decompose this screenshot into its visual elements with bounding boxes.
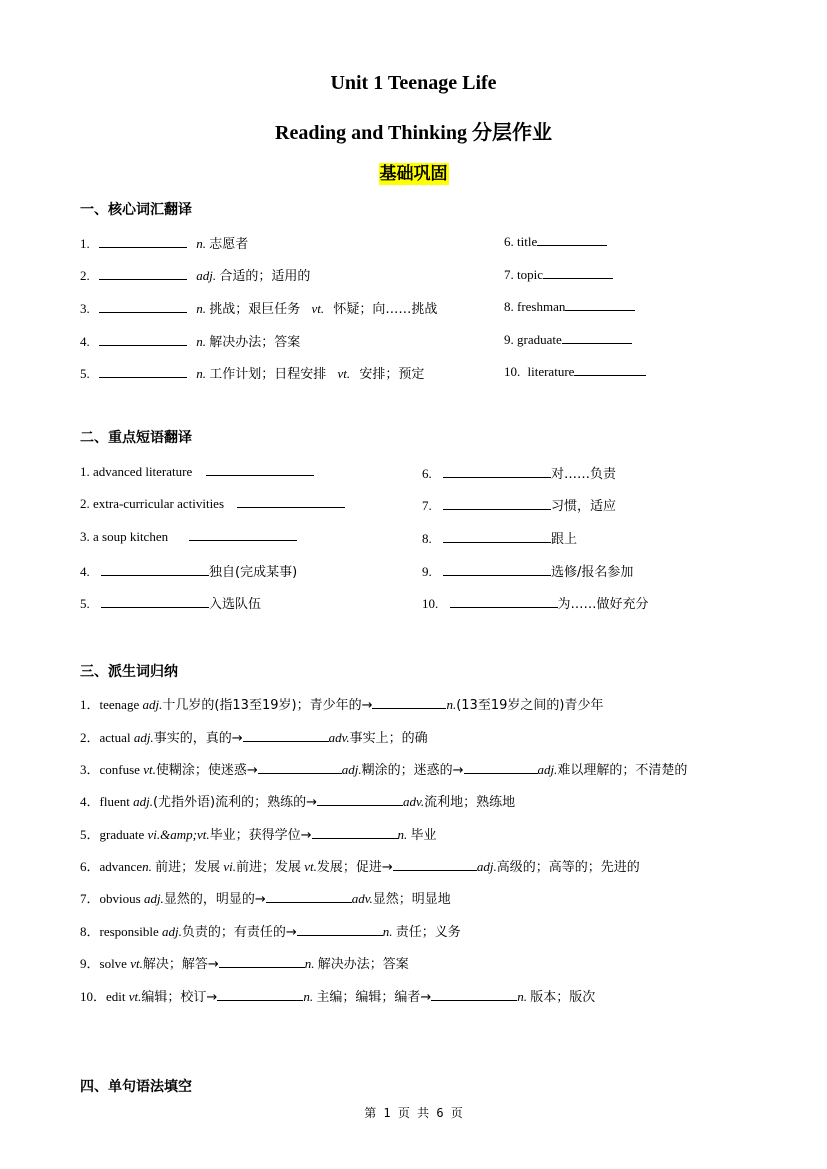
- meaning-2: 糊涂的；迷惑的→: [361, 763, 464, 778]
- answer-blank[interactable]: [562, 331, 632, 344]
- meaning: 解决；解答→: [142, 957, 219, 972]
- derivation-item-6: [80, 856, 640, 875]
- root-word: advance: [99, 859, 143, 874]
- part-of-speech-2: vt.: [311, 301, 325, 316]
- phrase-item-2: [80, 495, 345, 512]
- level-tag: 基础巩固: [379, 164, 448, 184]
- phrase-item-8: [422, 528, 577, 547]
- part-of-speech: adj.: [196, 268, 217, 283]
- meaning-b: 前进；发展: [236, 860, 302, 875]
- meaning: 显然的，明显的→: [163, 892, 266, 907]
- answer-blank[interactable]: [266, 890, 352, 903]
- item-number: 3．: [80, 762, 100, 777]
- item-number: 1．: [80, 697, 100, 712]
- item-number: 7.: [422, 498, 432, 513]
- phrase-item-5: [80, 593, 261, 612]
- item-number: 8.: [504, 299, 514, 314]
- item-number: 7．: [80, 891, 100, 906]
- phrase-meaning: 选修/报名参加: [551, 565, 634, 580]
- root-word: edit: [106, 989, 126, 1004]
- root-word: obvious: [99, 891, 141, 906]
- meaning: 工作计划；日程安排: [209, 367, 327, 382]
- item-number: 6.: [422, 466, 432, 481]
- level-tag-wrapper: [0, 159, 827, 184]
- phrase-item-1: [80, 463, 314, 480]
- item-number: 10.: [422, 596, 439, 611]
- item-number: 8.: [422, 531, 432, 546]
- meaning: 解决办法；答案: [209, 335, 301, 350]
- part-of-speech-2: adj.: [341, 762, 362, 777]
- meaning: (尤指外语)流利的；熟练的→: [152, 795, 318, 810]
- meaning-2: 主编；编辑；编者→: [316, 990, 432, 1005]
- phrase-item-4: [80, 561, 297, 580]
- page-number: 第 1 页 共 6 页: [364, 1106, 463, 1120]
- root-word: responsible: [99, 924, 159, 939]
- part-of-speech-c: vt.: [304, 859, 317, 874]
- part-of-speech: adj.: [133, 794, 153, 809]
- meaning-3: 难以理解的；不清楚的: [557, 763, 688, 778]
- meaning: 毕业；获得学位→: [209, 828, 312, 843]
- section3-heading: 三、派生词归纳: [80, 664, 178, 680]
- item-number: 5．: [80, 827, 100, 842]
- phrase-item-9: [422, 561, 633, 580]
- part-of-speech: n.: [196, 301, 206, 316]
- root-word: solve: [99, 956, 127, 971]
- root-word: fluent: [99, 794, 130, 809]
- vocab-item-3: [80, 298, 437, 317]
- item-number: 9．: [80, 956, 100, 971]
- part-of-speech-3: adj.: [537, 762, 558, 777]
- answer-blank[interactable]: [101, 595, 209, 608]
- root-word: actual: [99, 730, 131, 745]
- item-number: 6．: [80, 859, 100, 874]
- meaning-2: 流利地；熟练地: [424, 795, 516, 810]
- meaning: 负责的；有责任的→: [181, 925, 297, 940]
- answer-blank[interactable]: [450, 595, 558, 608]
- part-of-speech: adj.: [142, 697, 163, 712]
- item-number: 8．: [80, 924, 100, 939]
- item-number: 10．: [80, 989, 107, 1004]
- part-of-speech-2: n.: [397, 827, 408, 842]
- part-of-speech-2: n.: [304, 956, 315, 971]
- meaning: 挑战；艰巨任务: [209, 302, 301, 317]
- vocab-item-4: [80, 331, 300, 350]
- derivation-item-4: [80, 791, 515, 810]
- phrase-meaning: 入选队伍: [209, 597, 262, 612]
- part-of-speech: vi.&amp;vt.: [147, 827, 210, 842]
- item-number: 6.: [504, 234, 514, 249]
- vocab-item-2: [80, 265, 310, 284]
- answer-blank[interactable]: [297, 923, 383, 936]
- part-of-speech-2: adv.: [403, 794, 425, 809]
- meaning: 使糊涂；使迷惑→: [155, 763, 258, 778]
- meaning-2: 毕业: [410, 828, 437, 843]
- vocab-item-5: [80, 363, 424, 382]
- item-number: 9.: [504, 332, 514, 347]
- item-number: 2.: [80, 268, 90, 283]
- vocab-item-10: [504, 363, 646, 380]
- derivation-item-1: [80, 694, 603, 713]
- vocab-item-8: [504, 298, 635, 315]
- part-of-speech-2: adv.: [328, 730, 350, 745]
- part-of-speech: vt.: [128, 989, 142, 1004]
- answer-blank[interactable]: [219, 955, 305, 968]
- phrase-item-10: [422, 593, 649, 612]
- answer-blank[interactable]: [543, 266, 613, 279]
- answer-blank[interactable]: [237, 495, 345, 508]
- vocab-word: title: [517, 234, 538, 249]
- answer-blank[interactable]: [443, 465, 551, 478]
- meaning: 编辑；校订→: [141, 990, 218, 1005]
- document-title: Unit 1 Teenage Life: [330, 72, 497, 94]
- meaning-3: 版本；版次: [530, 990, 596, 1005]
- phrase-item-3: [80, 528, 297, 545]
- phrase-meaning: 独自(完成某事): [209, 565, 298, 580]
- vocab-item-9: [504, 331, 632, 348]
- part-of-speech-2: n.: [303, 989, 314, 1004]
- vocab-word: graduate: [517, 332, 562, 347]
- vocab-item-7: [504, 266, 613, 283]
- answer-blank[interactable]: [217, 988, 303, 1001]
- part-of-speech: vt.: [130, 956, 143, 971]
- answer-blank[interactable]: [99, 267, 187, 280]
- answer-blank[interactable]: [464, 761, 538, 774]
- phrase-item-7: [422, 495, 616, 514]
- section2-heading: 二、重点短语翻译: [80, 430, 192, 446]
- item-number: 7.: [504, 267, 514, 282]
- answer-blank[interactable]: [243, 729, 329, 742]
- section4-heading: 四、单句语法填空: [80, 1079, 192, 1095]
- meaning: 十几岁的(指13至19岁)；青少年的→: [162, 698, 373, 713]
- item-number: 4.: [80, 334, 90, 349]
- item-number: 1.: [80, 236, 90, 251]
- phrase-meaning: 习惯，适应: [551, 499, 617, 514]
- meaning: 合适的；适用的: [219, 269, 311, 284]
- phrase-item-6: [422, 463, 616, 482]
- derivation-item-7: [80, 888, 451, 907]
- meaning-2: 事实上；的确: [349, 731, 428, 746]
- answer-blank[interactable]: [431, 988, 517, 1001]
- item-number: 10.: [504, 364, 521, 379]
- section1-heading: 一、核心词汇翻译: [80, 202, 192, 218]
- meaning-2: 安排；预定: [359, 367, 425, 382]
- part-of-speech-2: adj.: [476, 859, 497, 874]
- part-of-speech-2: n.: [446, 697, 457, 712]
- meaning-2: 解决办法；答案: [317, 957, 409, 972]
- item-number: 3.: [80, 301, 90, 316]
- phrase-meaning: 跟上: [551, 532, 578, 547]
- meaning-c: 发展；促进→: [316, 860, 393, 875]
- root-word: graduate: [99, 827, 145, 842]
- answer-blank[interactable]: [565, 298, 635, 311]
- phrase-meaning: 为……做好充分: [557, 597, 649, 612]
- answer-blank[interactable]: [393, 858, 477, 871]
- answer-blank[interactable]: [443, 497, 551, 510]
- root-word: teenage: [99, 697, 140, 712]
- derivation-item-10: [80, 986, 595, 1005]
- phrase-meaning: 对……负责: [551, 467, 617, 482]
- item-number: 4.: [80, 564, 90, 579]
- answer-blank[interactable]: [99, 333, 187, 346]
- answer-blank[interactable]: [537, 233, 607, 246]
- meaning: 志愿者: [209, 237, 249, 252]
- phrase-label: 1. advanced literature: [80, 464, 193, 479]
- answer-blank[interactable]: [101, 563, 209, 576]
- derivation-item-2: [80, 727, 428, 746]
- meaning-2: 怀疑；向……挑战: [333, 302, 438, 317]
- answer-blank[interactable]: [206, 463, 314, 476]
- answer-blank[interactable]: [317, 793, 403, 806]
- part-of-speech: n.: [196, 334, 206, 349]
- document-subtitle: Reading and Thinking 分层作业: [275, 122, 552, 144]
- meaning-2: 责任；义务: [395, 925, 461, 940]
- part-of-speech: vt.: [143, 762, 156, 777]
- derivation-item-3: [80, 759, 687, 778]
- answer-blank[interactable]: [443, 563, 551, 576]
- part-of-speech: n.: [196, 236, 206, 251]
- part-of-speech: adj.: [161, 924, 182, 939]
- part-of-speech: n.: [142, 859, 152, 874]
- derivation-item-5: [80, 824, 437, 843]
- answer-blank[interactable]: [99, 235, 187, 248]
- answer-blank[interactable]: [189, 528, 297, 541]
- part-of-speech: adj.: [143, 891, 164, 906]
- meaning: 事实的，真的→: [153, 731, 243, 746]
- part-of-speech-2: vt.: [337, 366, 351, 381]
- item-number: 5.: [80, 596, 90, 611]
- part-of-speech-2: n.: [382, 924, 393, 939]
- meaning: 前进；发展: [155, 860, 221, 875]
- meaning-2: 高级的；高等的；先进的: [496, 860, 640, 875]
- item-number: 2．: [80, 730, 100, 745]
- derivation-item-9: [80, 953, 409, 972]
- answer-blank[interactable]: [372, 696, 446, 709]
- vocab-word: freshman: [517, 299, 566, 314]
- part-of-speech-3: n.: [517, 989, 527, 1004]
- vocab-word: topic: [517, 267, 543, 282]
- item-number: 4．: [80, 794, 100, 809]
- part-of-speech-b: vi.: [223, 859, 237, 874]
- meaning-2: 显然；明显地: [372, 892, 451, 907]
- meaning-2: (13至19岁之间的)青少年: [456, 698, 604, 713]
- answer-blank[interactable]: [574, 363, 646, 376]
- phrase-label: 2. extra-curricular activities: [80, 496, 225, 511]
- root-word: confuse: [99, 762, 140, 777]
- derivation-item-8: [80, 921, 461, 940]
- answer-blank[interactable]: [258, 761, 342, 774]
- answer-blank[interactable]: [443, 530, 551, 543]
- vocab-word: literature: [527, 364, 575, 379]
- item-number: 5.: [80, 366, 90, 381]
- part-of-speech: n.: [196, 366, 206, 381]
- part-of-speech-2: adv.: [351, 891, 373, 906]
- item-number: 9.: [422, 564, 432, 579]
- vocab-item-1: [80, 233, 248, 252]
- vocab-item-6: [504, 233, 607, 250]
- answer-blank[interactable]: [99, 365, 187, 378]
- part-of-speech: adj.: [133, 730, 154, 745]
- answer-blank[interactable]: [312, 826, 398, 839]
- answer-blank[interactable]: [99, 300, 187, 313]
- phrase-label: 3. a soup kitchen: [80, 529, 169, 544]
